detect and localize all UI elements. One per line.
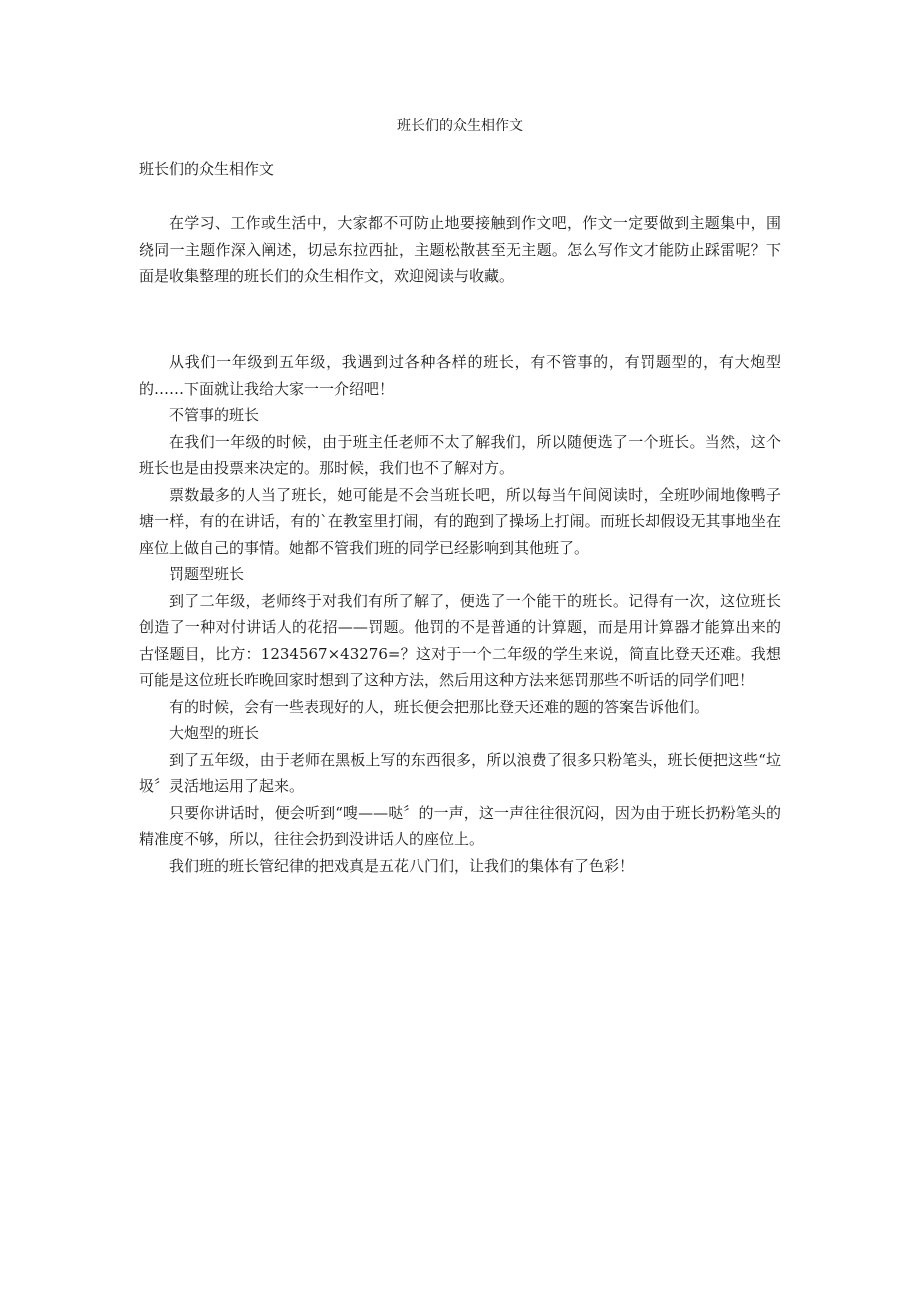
paragraph-opening: 从我们一年级到五年级，我遇到过各种各样的班长，有不管事的，有罚题型的，有大炮型的……下面就让我给大家一一介绍吧！: [139, 353, 781, 398]
document-subtitle: 班长们的众生相作文: [139, 160, 275, 178]
paragraph: 只要你讲话时，便会听到“嗖——哒〞的一声，这一声往往很沉闷，因为由于班长扔粉笔头的精准度不够，所以，往往会扔到没讲话人的座位上。: [139, 803, 781, 848]
section-heading-hands-off: 不管事的班长: [169, 406, 260, 424]
section-heading-penalty: 罚题型班长: [169, 565, 245, 583]
paragraph-closing: 我们班的班长管纪律的把戏真是五花八门们，让我们的集体有了色彩！: [169, 856, 635, 875]
paragraph: 在我们一年级的时候，由于班主任老师不太了解我们，所以随便选了一个班长。当然，这个班长也是由投票来决定的。那时候，我们也不了解对方。: [139, 432, 781, 477]
paragraph: 到了二年级，老师终于对我们有所了解了，便选了一个能干的班长。记得有一次，这位班长创造了一种对付讲话人的花招——罚题。他罚的不是普通的计算题，而是用计算器才能算出来的古怪题目，比方：1234567×43276=？这对于一个二年级的学生来说，简直比登天还难。我想可能是这位班长昨晚回家时想到了这种方法，然后用这种方法来惩罚那些不听话的同学们吧！: [139, 591, 781, 689]
essay-body: [139, 349, 781, 879]
intro-block: [139, 210, 781, 290]
section-heading-cannon: 大炮型的班长: [169, 724, 260, 742]
paragraph: 到了五年级，由于老师在黑板上写的东西很多，所以浪费了很多只粉笔头，班长便把这些“垃圾〞灵活地运用了起来。: [139, 750, 781, 795]
intro-paragraph: 在学习、工作或生活中，大家都不可防止地要接触到作文吧，作文一定要做到主题集中，围绕同一主题作深入阐述，切忌东拉西扯，主题松散甚至无主题。怎么写作文才能防止踩雷呢？下面是收集整理的班长们的众生相作文，欢迎阅读与收藏。: [139, 214, 781, 285]
page-title: 班长们的众生相作文: [397, 118, 523, 134]
paragraph: 票数最多的人当了班长，她可能是不会当班长吧，所以每当午间阅读时，全班吵闹地像鸭子塘一样，有的在讲话，有的`在教室里打闹，有的跑到了操场上打闹。而班长却假设无其事地坐在座位上做自己的事情。她都不管我们班的同学已经影响到其他班了。: [139, 485, 781, 557]
paragraph: 有的时候，会有一些表现好的人，班长便会把那比登天还难的题的答案告诉他们。: [169, 697, 710, 716]
